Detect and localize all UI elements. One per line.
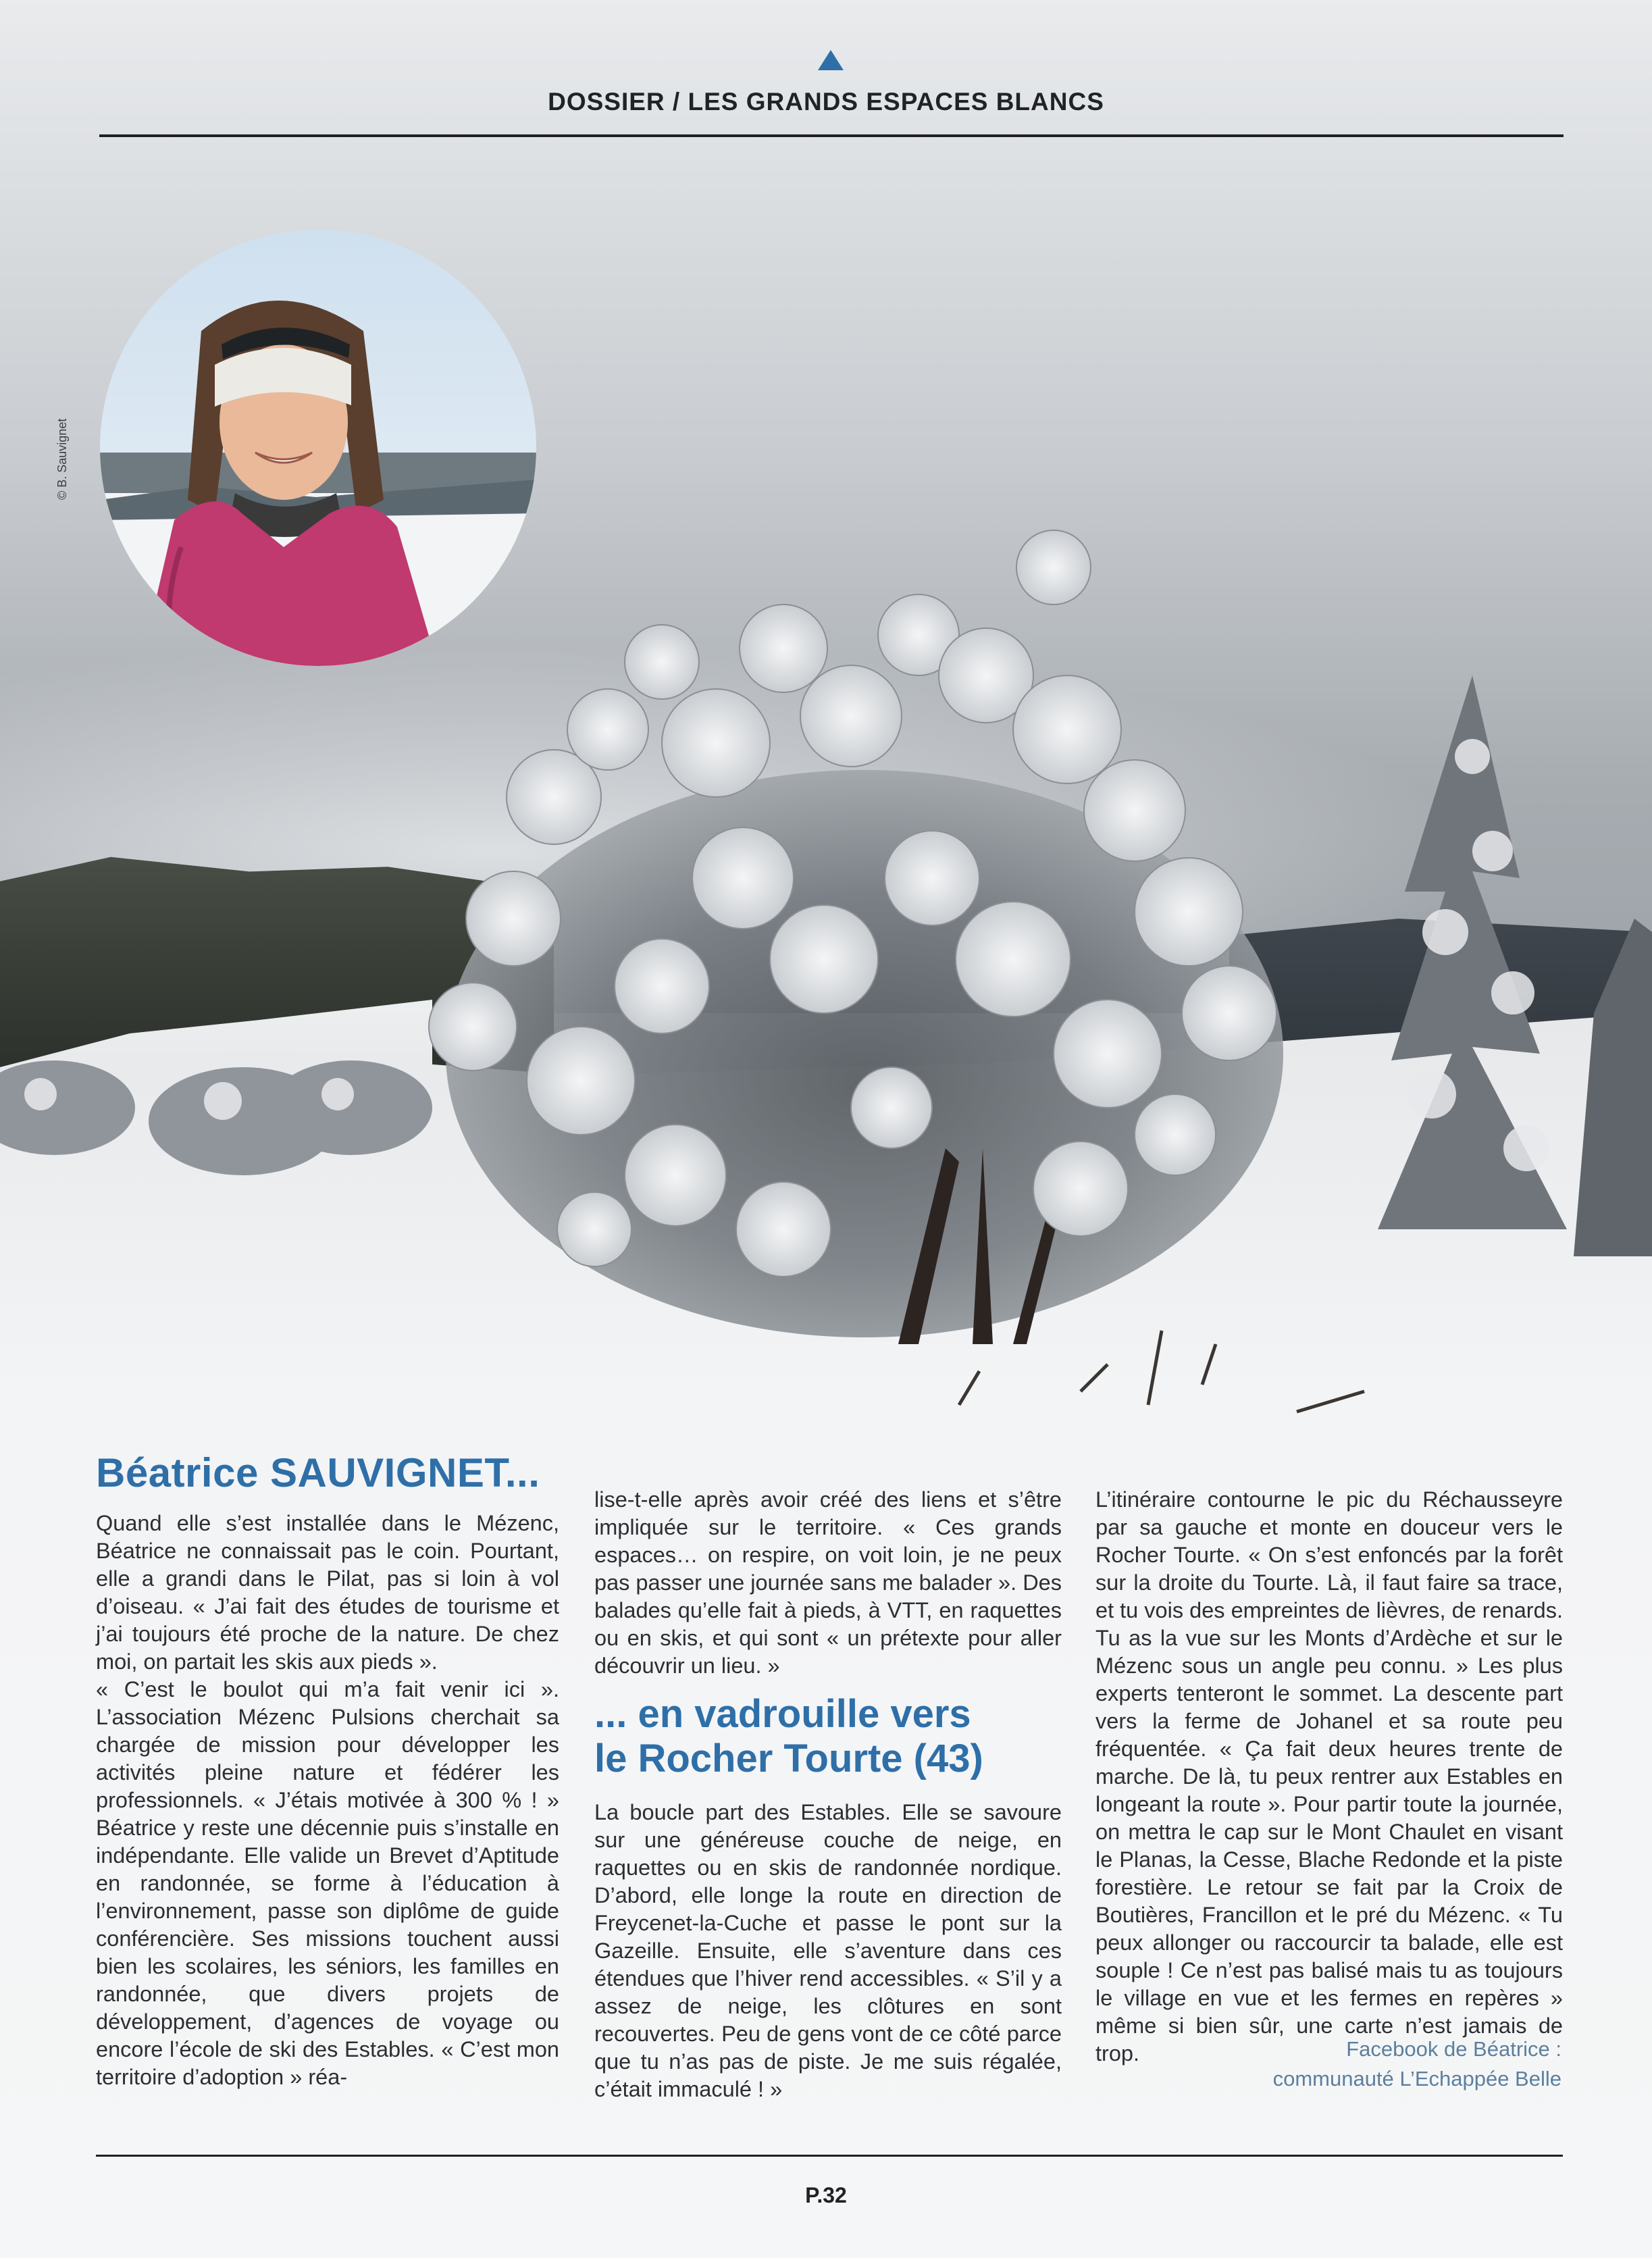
article-subheading: [594, 1692, 1062, 1781]
page-number: P.32: [805, 2183, 847, 2207]
article-column-3: [1095, 1486, 1563, 2068]
paragraph: Quand elle s’est installée dans le Mézenc, Béatrice ne connaissait pas le coin. Pourtant, elle a grandi dans le Pilat, pas si loin à vol d’oiseau. « J’ai fait des études de tourisme et j’ai toujours été proche de la nature. De chez moi, on partait les skis aux pieds ».: [96, 1511, 559, 1674]
paragraph: lise-t-elle après avoir créé des liens et s’être impliquée sur le territoire. « Ces grands espaces… on respire, on voit loin, je ne peux pas passer une journée sans me balader ». Des balades qu’elle fait à pieds, à VTT, en raquettes ou en skis, et qui sont « un prétexte pour aller découvrir un lieu. »: [594, 1487, 1062, 1678]
facebook-line: communauté L’Echappée Belle: [1272, 2067, 1561, 2090]
subheading-line: ... en vadrouille vers: [594, 1692, 971, 1736]
article-column-1: [96, 1510, 559, 2091]
paragraph: L’itinéraire contourne le pic du Réchausseyre par sa gauche et monte en douceur vers le Rocher Tourte. « On s’est enfoncés par la forêt sur la droite du Tourte. Là, il faut faire sa trace, et tu vois des empreintes de lièvres, de renards. Tu as la vue sur les Monts d’Ardèche et sur le Mézenc sous un angle peu connu. » Les plus experts tenteront le sommet. La descente part vers la ferme de Johanel et sa route peu fréquentée. « Ça fait deux heures trente de marche. De là, tu peux rentrer aux Estables en longeant la route ». Pour partir toute la journée, on mettra le cap sur le Mont Chaulet en visant le Planas, la Cesse, Blache Redonde et la piste forestière. Le retour se fait par la Croix de Boutières, Francillon et le pré du Mézenc. « Tu peux allonger ou raccourcir ta balade, elle est souple ! Ce n’est pas balisé mais tu as toujours le village en vue et les fermes en repères » même si bien sûr, une carte n’est jamais de trop.: [1095, 1487, 1563, 2065]
photo-credit: © B. Sauvignet: [55, 418, 69, 500]
section-title: DOSSIER / LES GRANDS ESPACES BLANCS: [548, 88, 1104, 116]
facebook-reference: [1148, 2034, 1561, 2094]
portrait-photo: [100, 230, 536, 666]
header-rule: [99, 134, 1564, 137]
subheading-line: le Rocher Tourte (43): [594, 1737, 983, 1780]
header-triangle-icon: [818, 50, 844, 70]
article-heading: Béatrice SAUVIGNET...: [96, 1450, 540, 1495]
paragraph: « C’est le boulot qui m’a fait venir ici ». L’association Mézenc Pulsions cherchait sa chargée de mission pour développer les activités pleine nature et fédérer les professionnels. « J’étais motivée à 300 % ! » Béatrice y reste une décennie puis s’installe en indépendante. Elle valide un Brevet d’Aptitude en randonnée, se forme à l’éducation à l’environnement, passe son diplôme de guide conférencière. Ses missions touchent aussi bien les scolaires, les séniors, les familles en randonnée, que divers projets de développement, d’agences de voyage ou encore l’école de ski des Estables. « C’est mon territoire d’adoption » réa-: [96, 1677, 559, 2089]
frosted-bush: [429, 530, 1283, 1344]
frosted-conifer-right: [1378, 675, 1652, 1256]
article-column-2: [594, 1486, 1062, 2103]
facebook-line: Facebook de Béatrice :: [1346, 2037, 1561, 2061]
footer-rule: [96, 2155, 1563, 2157]
paragraph: La boucle part des Estables. Elle se savoure sur une généreuse couche de neige, en raquettes ou en skis de randonnée nordique. D’abord, elle longe la route en direction de Freycenet-la-Cuche et passe le pont sur la Gazeille. Ensuite, elle s’aventure dans ces étendues que l’hiver rend accessibles. « S’il y a assez de neige, les clôtures en sont recouvertes. Peu de gens vont de ce côté parce que tu n’as pas de piste. Je me suis régalée, c’était immaculé ! »: [594, 1800, 1062, 2101]
